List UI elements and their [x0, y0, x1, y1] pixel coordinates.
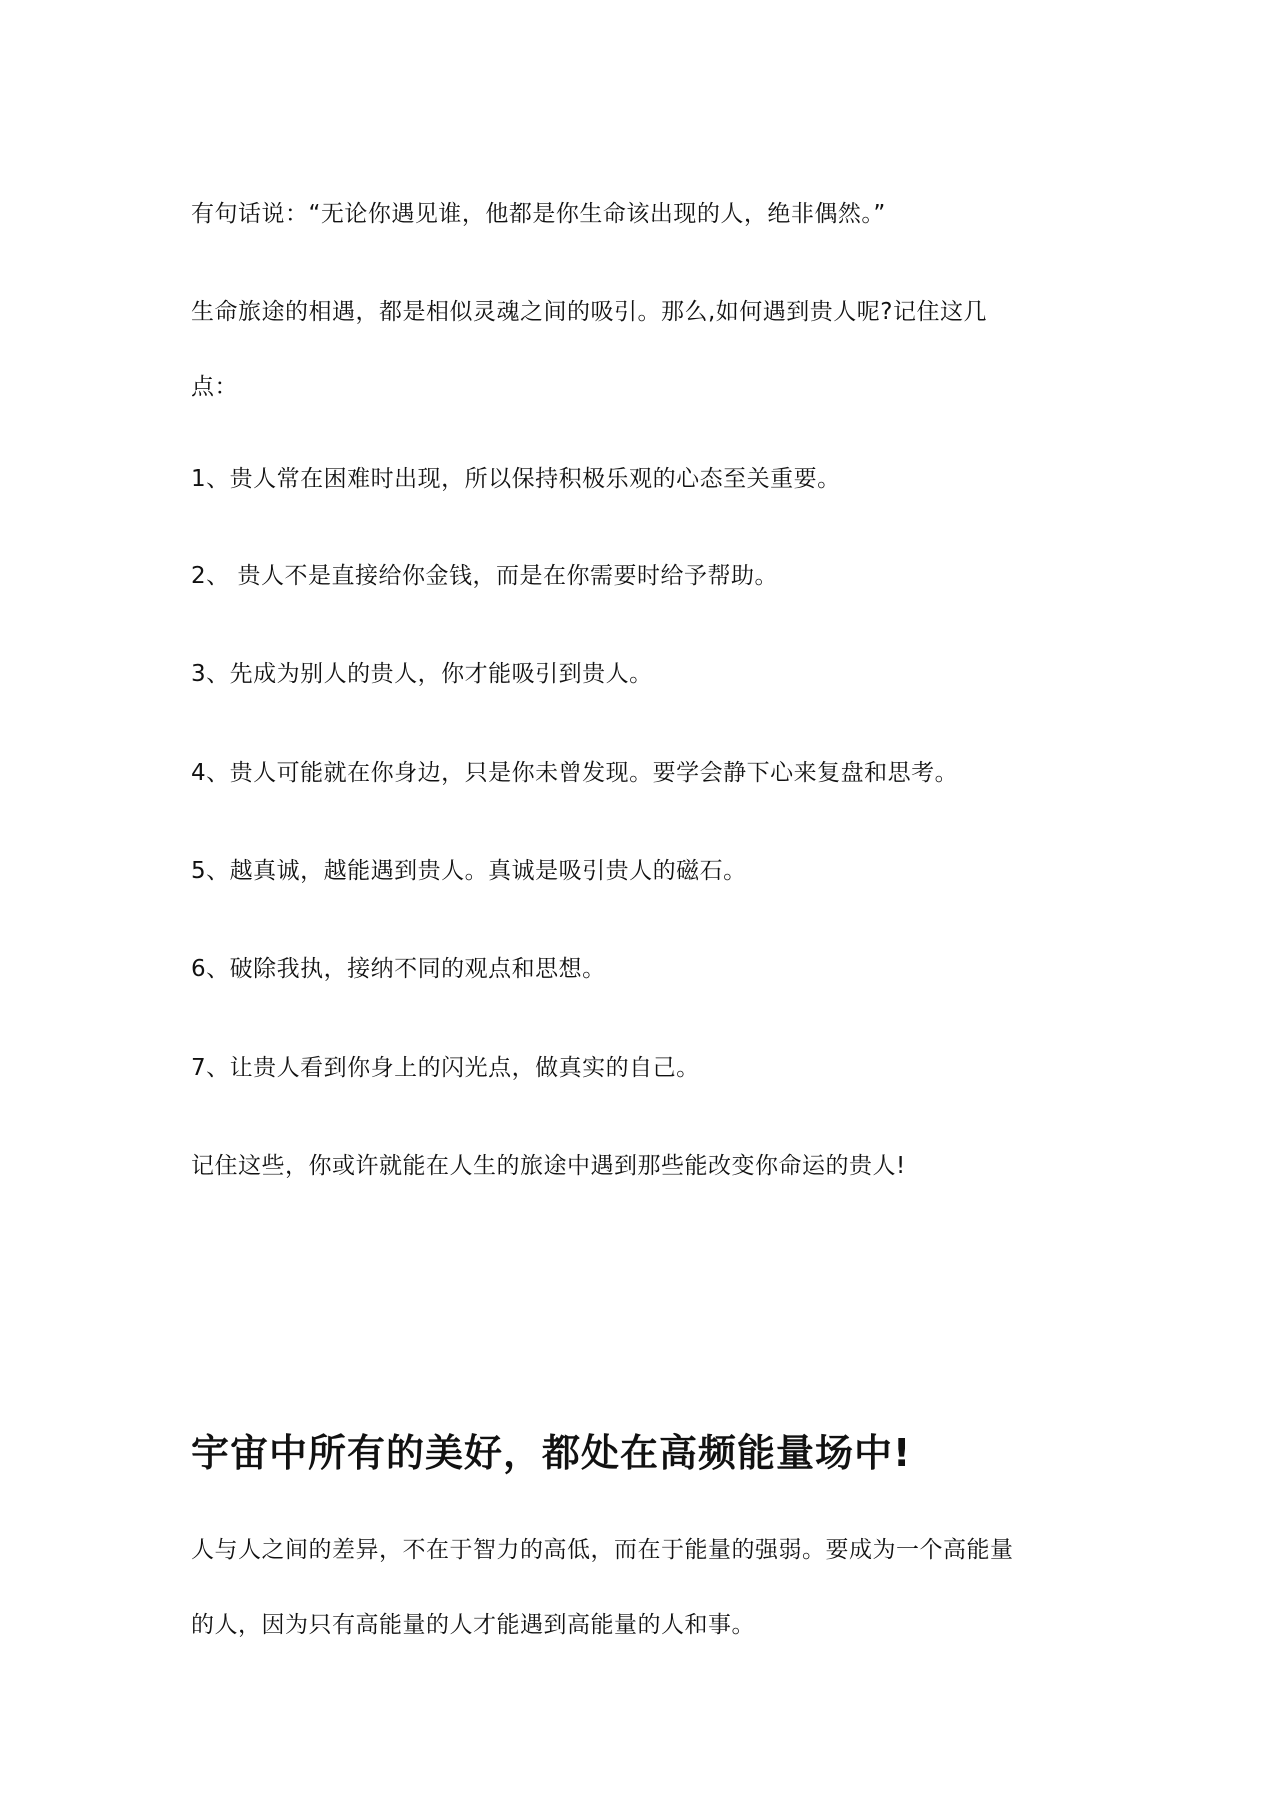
intro-paragraph-line-1: 生命旅途的相遇，都是相似灵魂之间的吸引。那么,如何遇到贵人呢?记住这几: [191, 299, 988, 325]
section-body-line-1: 人与人之间的差异，不在于智力的高低，而在于能量的强弱。要成为一个高能量: [191, 1537, 1014, 1563]
section-body-line-2: 的人，因为只有高能量的人才能遇到高能量的人和事。: [191, 1612, 755, 1638]
list-item-1: 1、贵人常在困难时出现，所以保持积极乐观的心态至关重要。: [191, 466, 841, 492]
list-item-2: 2、 贵人不是直接给你金钱，而是在你需要时给予帮助。: [191, 563, 778, 589]
list-item-3: 3、先成为别人的贵人，你才能吸引到贵人。: [191, 661, 653, 687]
section-heading: 宇宙中所有的美好，都处在高频能量场中!: [191, 1430, 912, 1475]
list-item-7: 7、让贵人看到你身上的闪光点，做真实的自己。: [191, 1055, 700, 1081]
closing-paragraph: 记住这些，你或许就能在人生的旅途中遇到那些能改变你命运的贵人!: [191, 1153, 906, 1179]
list-item-5: 5、越真诚，越能遇到贵人。真诚是吸引贵人的磁石。: [191, 858, 747, 884]
list-item-6: 6、破除我执，接纳不同的观点和思想。: [191, 956, 606, 982]
intro-paragraph-line-2: 点：: [191, 374, 238, 400]
list-item-4: 4、贵人可能就在你身边，只是你未曾发现。要学会静下心来复盘和思考。: [191, 760, 959, 786]
quote-paragraph: 有句话说：“无论你遇见谁，他都是你生命该出现的人，绝非偶然。”: [191, 201, 886, 227]
